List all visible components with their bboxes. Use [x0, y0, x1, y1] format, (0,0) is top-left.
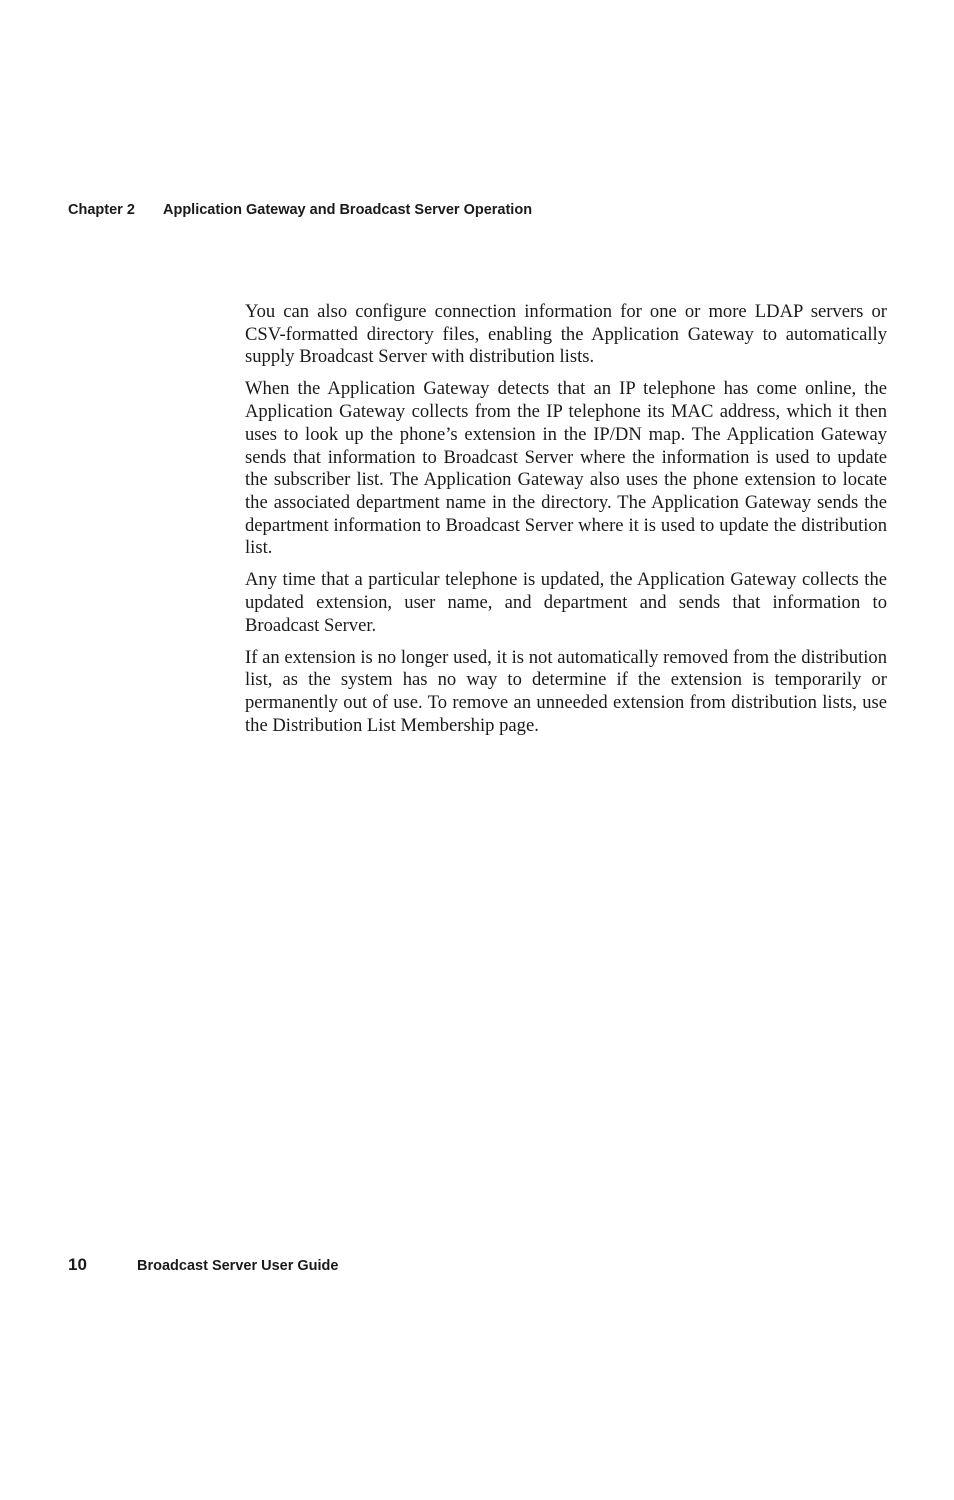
- paragraph-extension-removal: If an extension is no longer used, it is not automatically removed from the distribution list, as the system has no way to determine if the extension is temporarily or permanently out of use. To remove an unneeded extension from distribution lists, use the Distribution List Membership page.: [245, 646, 887, 736]
- page-number: 10: [68, 1255, 87, 1274]
- paragraph-ldap-csv: You can also configure connection information for one or more LDAP servers or CSV-formatted directory files, enabling the Application Gateway to automatically supply Broadcast Server with distribution lists.: [245, 301, 887, 368]
- running-header: [68, 201, 532, 219]
- chapter-label: Chapter 2: [68, 202, 135, 218]
- paragraph-telephone-updated: Any time that a particular telephone is updated, the Application Gateway collects the updated extension, user name, and department and sends that information to Broadcast Server.: [245, 569, 887, 636]
- body-text: [245, 301, 887, 747]
- chapter-title: Application Gateway and Broadcast Server Operation: [163, 202, 533, 218]
- paragraph-ip-telephone-online: When the Application Gateway detects that an IP telephone has come online, the Application Gateway collects from the IP telephone its MAC address, which it then uses to look up the phone’s extension in the IP/DN map. The Application Gateway sends that information to Broadcast Server where the information is used to update the subscriber list. The Application Gateway also uses the phone extension to locate the associated department name in the directory. The Application Gateway sends the department information to Broadcast Server where it is used to update the distribution list.: [245, 378, 887, 559]
- book-title: Broadcast Server User Guide: [137, 1258, 339, 1274]
- running-footer: [68, 1255, 338, 1276]
